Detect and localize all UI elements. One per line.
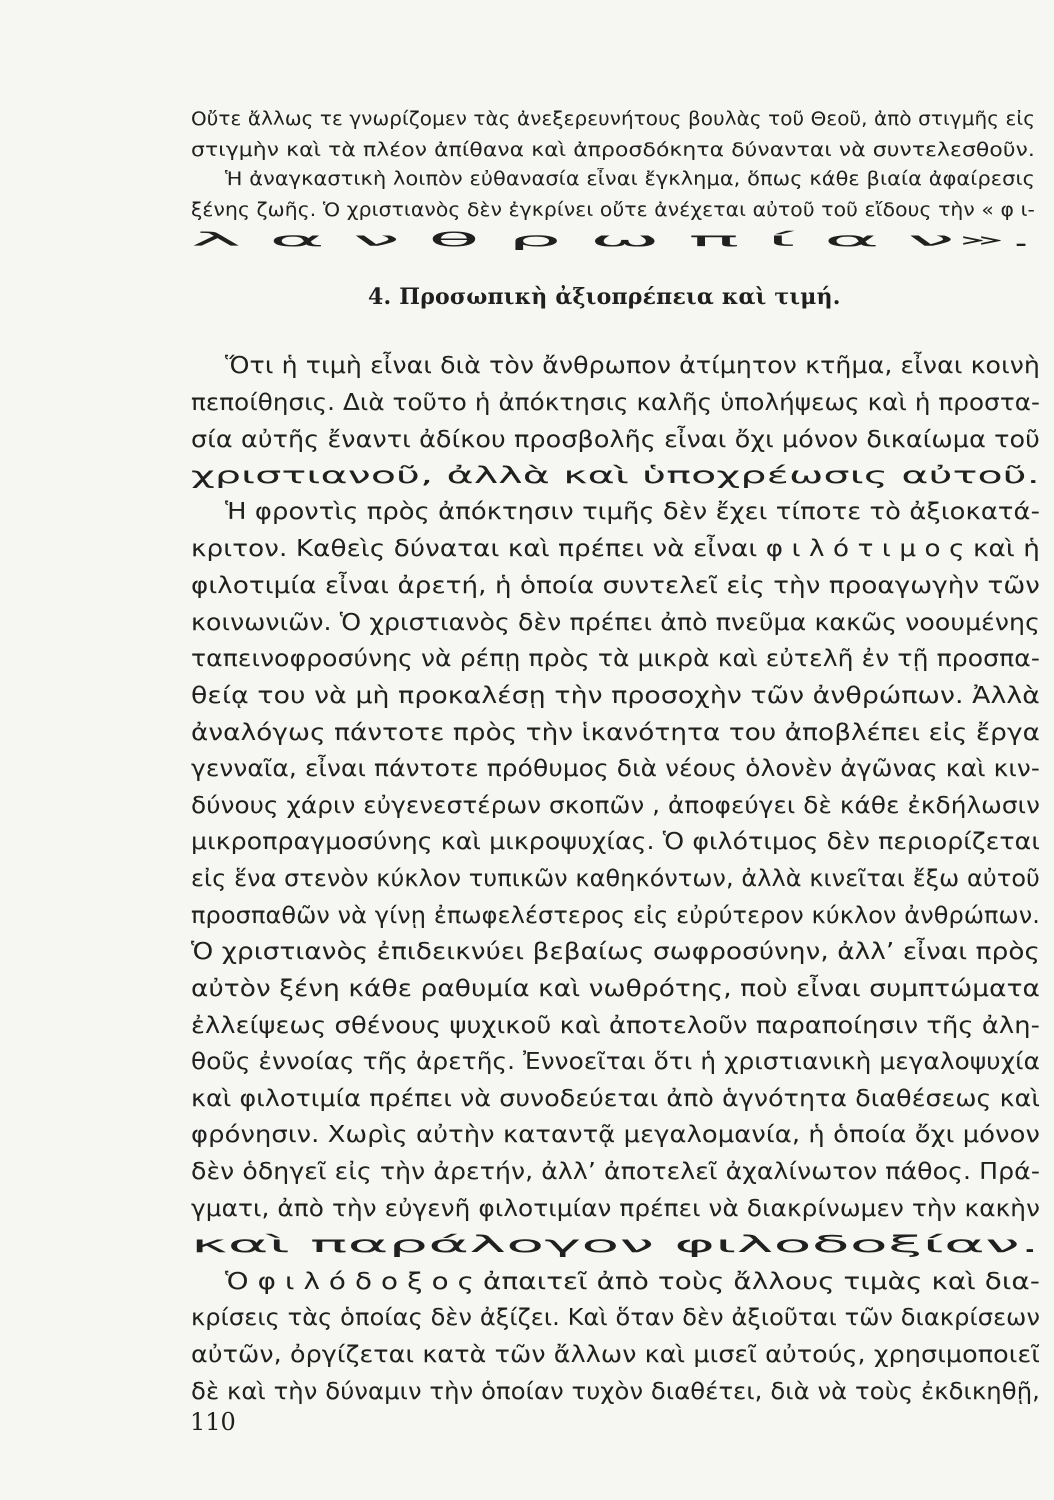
text-line: Ἡ φροντὶς πρὸς ἀπόκτησιν τιμῆς δὲν ἔχει τίποτε τὸ ἀξιοκατά- (225, 499, 1040, 525)
text-line: δὲν ὁδηγεῖ εἰς τὴν ἀρετήν, ἀλλ’ ἀποτελεῖ ἀχαλίνωτον πάθος. Πρά- (191, 1159, 1040, 1185)
text-line: προσπαθῶν νὰ γίνῃ ἐπωφελέστερος εἰς εὐρύτερον κύκλον ἀνθρώπων. (191, 903, 1040, 929)
text-line: κριτον. Καθεὶς δύναται καὶ πρέπει νὰ εἶναι φ ι λ ό τ ι μ ο ς καὶ ἡ (191, 536, 1040, 562)
section-heading: 4. Προσωπικὴ ἀξιοπρέπεια καὶ τιμή. (368, 284, 841, 310)
text-line: φρόνησιν. Χωρὶς αὐτὴν καταντᾷ μεγαλομανία, ἡ ὁποία ὄχι μόνον (191, 1122, 1040, 1148)
text-line: σία αὐτῆς ἔναντι ἀδίκου προσβολῆς εἶναι ὄχι μόνον δικαίωμα τοῦ (191, 427, 1040, 453)
text-line: δύνους χάριν εὐγενεστέρων σκοπῶν , ἀποφεύγει δὲ κάθε ἐκδήλωσιν (191, 793, 1040, 819)
text-line: χριστιανοῦ, ἀλλὰ καὶ ὑποχρέωσις αὐτοῦ. (191, 463, 1040, 489)
text-line: γματι, ἀπὸ τὴν εὐγενῆ φιλοτιμίαν πρέπει νὰ διακρίνωμεν τὴν κακὴν (191, 1196, 1040, 1222)
text-line: εἰς ἕνα στενὸν κύκλον τυπικῶν καθηκόντων, ἀλλὰ κινεῖται ἔξω αὐτοῦ (191, 866, 1040, 892)
text-line: γενναῖα, εἶναι πάντοτε πρόθυμος διὰ νέους ὁλονὲν ἀγῶνας καὶ κιν- (191, 756, 1040, 782)
text-line: μικροπραγμοσύνης καὶ μικροψυχίας. Ὁ φιλότιμος δὲν περιορίζεται (191, 829, 1040, 855)
text-line: ἐλλείψεως σθένους ψυχικοῦ καὶ ἀποτελοῦν παραποίησιν τῆς ἀλη- (191, 1013, 1040, 1039)
text-line: λ α ν θ ρ ω π ί α ν». (191, 230, 1035, 251)
text-line: θοῦς ἐννοίας τῆς ἀρετῆς. Ἐννοεῖται ὅτι ἡ χριστιανικὴ μεγαλοψυχία (191, 1049, 1040, 1075)
text-line: κοινωνιῶν. Ὁ χριστιανὸς δὲν πρέπει ἀπὸ πνεῦμα κακῶς νοουμένης (191, 610, 1040, 636)
text-line: δὲ καὶ τὴν δύναμιν τὴν ὁποίαν τυχὸν διαθέτει, διὰ νὰ τοὺς ἐκδικηθῇ, (191, 1379, 1040, 1405)
text-line: θείᾳ του νὰ μὴ προκαλέσῃ τὴν προσοχὴν τῶν ἀνθρώπων. Ἀλλὰ (191, 683, 1040, 709)
text-line: ξένης ζωῆς. Ὁ χριστιανὸς δὲν ἐγκρίνει οὔτε ἀνέχεται αὐτοῦ τοῦ εἴδους τὴν « φ ι- (191, 200, 1035, 221)
text-line: Ὅτι ἡ τιμὴ εἶναι διὰ τὸν ἄνθρωπον ἀτίμητον κτῆμα, εἶναι κοινὴ (225, 353, 1040, 379)
text-line: πεποίθησις. Διὰ τοῦτο ἡ ἀπόκτησις καλῆς ὑπολήψεως καὶ ἡ προστα- (191, 390, 1040, 416)
text-line: Οὔτε ἄλλως τε γνωρίζομεν τὰς ἀνεξερευνήτους βουλὰς τοῦ Θεοῦ, ἀπὸ στιγμῆς εἰς (191, 109, 1035, 130)
text-line: αὐτῶν, ὀργίζεται κατὰ τῶν ἄλλων καὶ μισεῖ αὐτούς, χρησιμοποιεῖ (191, 1342, 1040, 1368)
text-line: στιγμὴν καὶ τὰ πλέον ἀπίθανα καὶ ἀπροσδόκητα δύνανται νὰ συντελεσθοῦν. (191, 140, 1035, 161)
text-line: Ὁ χριστιανὸς ἐπιδεικνύει βεβαίως σωφροσύνην, ἀλλ’ εἶναι πρὸς (191, 939, 1040, 965)
text-line: κρίσεις τὰς ὁποίας δὲν ἀξίζει. Καὶ ὅταν δὲν ἀξιοῦται τῶν διακρίσεων (191, 1305, 1040, 1331)
text-line: καὶ φιλοτιμία πρέπει νὰ συνοδεύεται ἀπὸ ἁγνότητα διαθέσεως καὶ (191, 1086, 1040, 1112)
text-line: Ὁ φ ι λ ό δ ο ξ ο ς ἀπαιτεῖ ἀπὸ τοὺς ἄλλους τιμὰς καὶ δια- (225, 1269, 1040, 1295)
text-line: φιλοτιμία εἶναι ἀρετή, ἡ ὁποία συντελεῖ εἰς τὴν προαγωγὴν τῶν (191, 573, 1040, 599)
text-line: ἀναλόγως πάντοτε πρὸς τὴν ἱκανότητα του ἀποβλέπει εἰς ἔργα (191, 720, 1040, 746)
text-line: Ἡ ἀναγκαστικὴ λοιπὸν εὐθανασία εἶναι ἔγκλημα, ὅπως κάθε βιαία ἀφαίρεσις (225, 169, 1035, 190)
page-number: 110 (190, 1408, 236, 1436)
text-line: καὶ παράλογον φιλοδοξίαν. (191, 1232, 1040, 1258)
text-line: αὐτὸν ξένη κάθε ραθυμία καὶ νωθρότης, ποὺ εἶναι συμπτώματα (191, 976, 1040, 1002)
text-line: ταπεινοφροσύνης νὰ ρέπῃ πρὸς τὰ μικρὰ καὶ εὐτελῆ ἐν τῇ προσπα- (191, 646, 1040, 672)
